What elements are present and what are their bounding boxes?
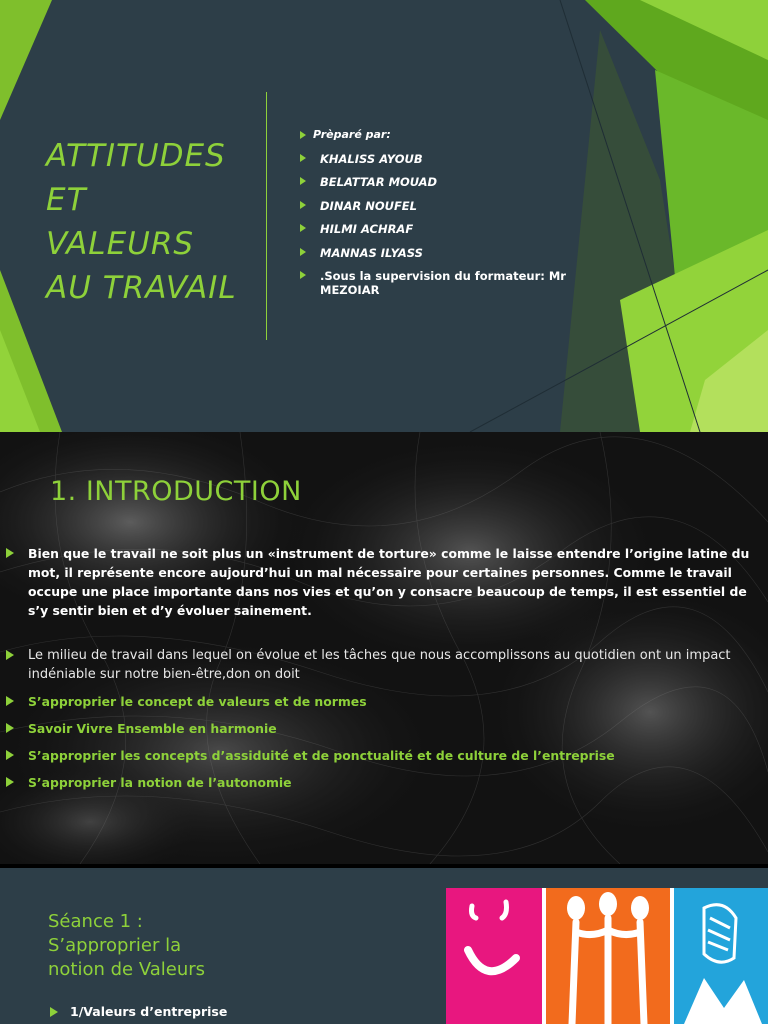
bullet-arrow-icon [300, 177, 306, 185]
workplace-paragraph [6, 646, 762, 684]
author-item [300, 222, 580, 236]
smiley-panel [446, 888, 542, 1024]
handshake-icon [674, 888, 768, 1024]
title-line: AU TRAVAIL [46, 270, 237, 306]
presentation-title [46, 134, 266, 310]
intro-paragraph-text: Bien que le travail ne soit plus un «instrument de torture» comme le laisse entendre l’origine latine du mot, il représente encore aujourd’hui un mal nécessaire pour certaines personnes. Comme le travail occupe une place importante dans nos vies et qu’on y consacre beaucoup de temps, il est essentiel de s’y sentir bien et d’y évoluer sainement. [28, 546, 750, 618]
bullet-arrow-icon [6, 723, 14, 733]
session-title-line: notion de Valeurs [48, 959, 206, 980]
title-line: ATTITUDES [46, 138, 226, 174]
bullet-arrow-icon [6, 696, 14, 706]
people-panel [546, 888, 670, 1024]
author-name: MANNAS ILYASS [320, 245, 423, 260]
intro-paragraph [6, 544, 762, 620]
author-name: KHALISS AYOUB [320, 151, 423, 166]
objective-text: Savoir Vivre Ensemble en harmonie [28, 721, 277, 736]
bullet-arrow-icon [6, 548, 14, 558]
author-name: HILMI ACHRAF [320, 222, 414, 236]
bullet-arrow-icon [300, 224, 306, 232]
objective-text: S’approprier les concepts d’assiduité et de ponctualité et de culture de l’entreprise [28, 748, 615, 763]
introduction-content [6, 544, 762, 792]
people-icon [546, 888, 670, 1024]
smiley-icon [446, 888, 542, 1024]
handshake-panel [674, 888, 768, 1024]
author-name: DINAR NOUFEL [320, 198, 417, 213]
section-title: 1. INTRODUCTION [50, 476, 302, 507]
bullet-arrow-icon [300, 131, 306, 139]
objective-item [6, 746, 762, 765]
objective-item [6, 719, 762, 738]
credits-heading [300, 128, 580, 142]
bullet-arrow-icon [6, 750, 14, 760]
objective-item [6, 692, 762, 711]
session-slide [0, 868, 768, 1024]
session-item [50, 1004, 227, 1019]
objective-text: S’approprier la notion de l’autonomie [28, 775, 292, 790]
session-title-line: S’approprier la [48, 935, 182, 956]
values-illustration [446, 888, 768, 1024]
author-item [300, 152, 580, 166]
author-item [300, 175, 580, 189]
author-item [300, 246, 580, 260]
objective-item [6, 773, 762, 792]
author-name: BELATTAR MOUAD [320, 175, 438, 189]
supervisor-text: .Sous la supervision du formateur: Mr MEZOIAR [320, 269, 566, 297]
workplace-paragraph-text: Le milieu de travail dans lequel on évolue et les tâches que nous accomplissons au quotidien ont un impact indéniable sur notre bien-être,don on doit [28, 648, 731, 682]
session-title-line: Séance 1 : [48, 911, 143, 932]
session-item-text: 1/Valeurs d’entreprise [70, 1004, 228, 1019]
objective-text: S’approprier le concept de valeurs et de normes [28, 694, 367, 709]
vertical-divider [266, 92, 267, 340]
bullet-arrow-icon [6, 777, 14, 787]
introduction-slide [0, 432, 768, 864]
bullet-arrow-icon [50, 1007, 58, 1017]
supervisor-item [300, 269, 580, 297]
title-line: VALEURS [46, 226, 195, 262]
credits-list [300, 128, 580, 307]
title-line: ET [46, 182, 87, 218]
bullet-arrow-icon [6, 650, 14, 660]
credits-heading-text: Prèparé par: [313, 128, 391, 141]
title-slide [0, 0, 768, 432]
author-item [300, 199, 580, 213]
session-title [48, 910, 205, 982]
bullet-arrow-icon [300, 201, 306, 209]
bullet-arrow-icon [300, 248, 306, 256]
bullet-arrow-icon [300, 271, 306, 279]
bullet-arrow-icon [300, 154, 306, 162]
